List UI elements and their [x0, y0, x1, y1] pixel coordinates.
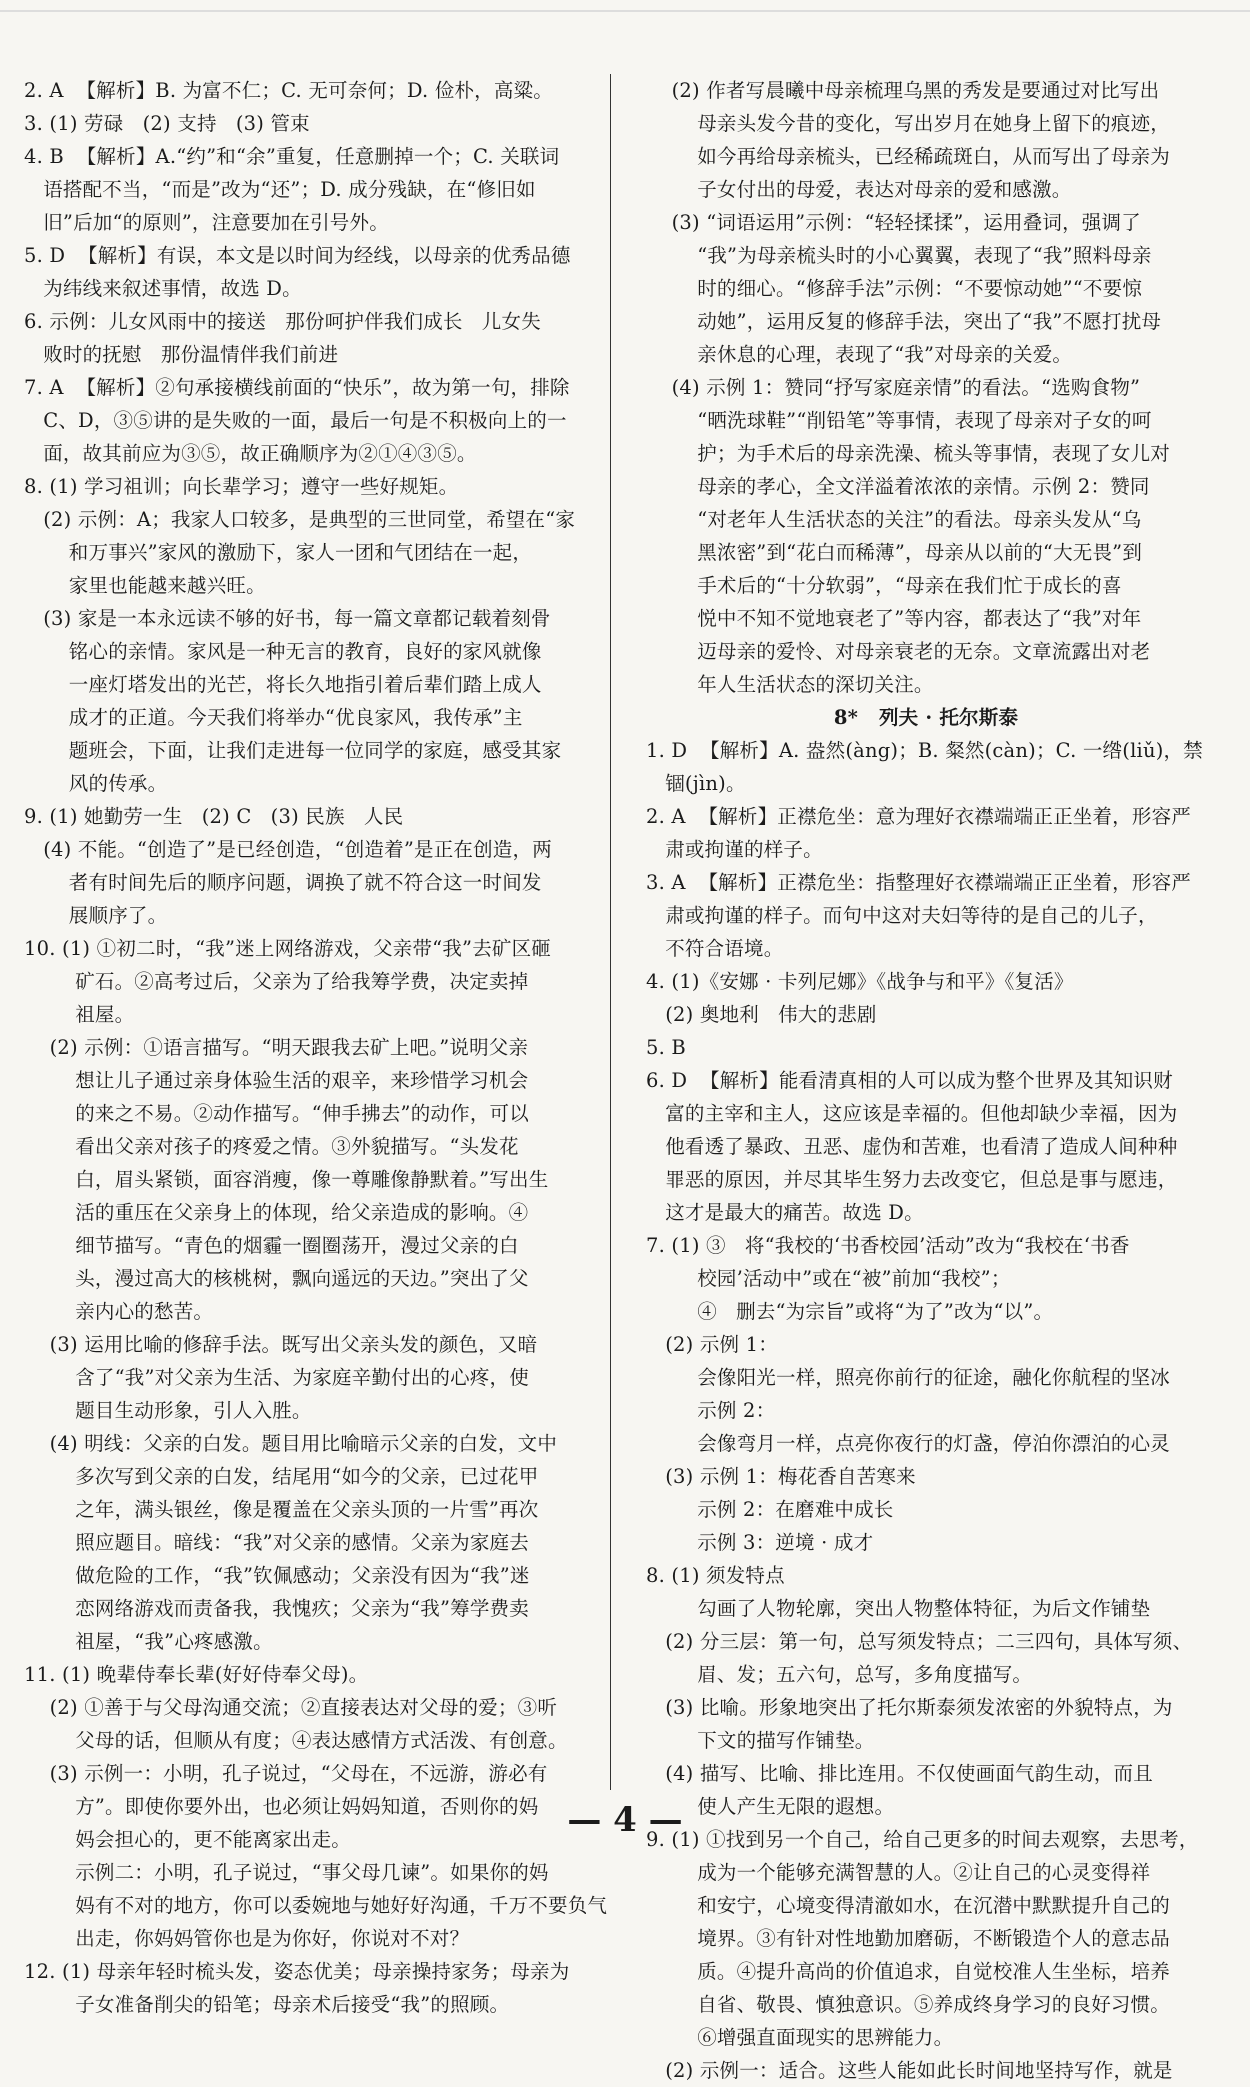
text-line: (3) 比喻。形象地突出了托尔斯泰须发浓密的外貌特点，为 — [646, 1696, 1173, 1719]
text-line: 方”。即使你要外出，也必须让妈妈知道，否则你的妈 — [24, 1795, 539, 1818]
text-line: 动她”，运用反复的修辞手法，突出了“我”不愿打扰母 — [646, 310, 1162, 333]
text-line: 护；为手术后的母亲洗澡、梳头等事情，表现了女儿对 — [646, 442, 1170, 465]
text-line: 示例二：小明，孔子说过，“事父母几谏”。如果你的妈 — [24, 1861, 549, 1884]
text-line: “对老年人生活状态的关注”的看法。母亲头发从“乌 — [646, 508, 1142, 531]
text-line: 风的传承。 — [24, 772, 168, 795]
text-line: 活的重压在父亲身上的体现，给父亲造成的影响。④ — [24, 1201, 529, 1224]
text-line: (3) 示例一：小明，孔子说过，“父母在，不远游，游必有 — [24, 1762, 548, 1785]
text-line: 年人生活状态的深切关注。 — [646, 673, 934, 696]
text-line: ④ 删去“为宗旨”或将“为了”改为“以”。 — [646, 1300, 1054, 1323]
text-line: 这才是最大的痛苦。故选 D。 — [646, 1201, 924, 1224]
text-line: 祖屋。 — [24, 1003, 135, 1026]
text-line: (2) 示例：①语言描写。“明天跟我去矿上吧。”说明父亲 — [24, 1036, 529, 1059]
text-line: 成为一个能够充满智慧的人。②让自己的心灵变得祥 — [646, 1861, 1151, 1884]
text-line: 妈会担心的，更不能离家出走。 — [24, 1828, 351, 1851]
text-line: 8* 列夫 · 托尔斯泰 — [833, 706, 1019, 729]
text-line: 肃或拘谨的样子。而句中这对夫妇等待的是自己的儿子， — [646, 904, 1158, 927]
text-line: 富的主宰和主人，这应该是幸福的。但他却缺少幸福，因为 — [646, 1102, 1178, 1125]
text-line: 6. D 【解析】能看清真相的人可以成为整个世界及其知识财 — [646, 1069, 1173, 1092]
text-line: 勾画了人物轮廓，突出人物整体特征，为后文作铺垫 — [646, 1597, 1151, 1620]
text-line: 做危险的工作，“我”钦佩感动；父亲没有因为“我”迷 — [24, 1564, 530, 1587]
text-line: 8. (1) 学习祖训；向长辈学习；遵守一些好规矩。 — [24, 475, 459, 498]
text-line: 悦中不知不觉地衰老了”等内容，都表达了“我”对年 — [646, 607, 1142, 630]
text-line: 照应题目。暗线：“我”对父亲的感情。父亲为家庭去 — [24, 1531, 529, 1554]
text-line: 和万事兴”家风的激励下，家人一团和气团结在一起， — [24, 541, 533, 564]
text-line: 旧”后加“的原则”，注意要加在引号外。 — [24, 211, 389, 234]
text-line: 质。④提升高尚的价值追求，自觉校准人生坐标，培养 — [646, 1960, 1170, 1983]
text-line: (2) 奥地利 伟大的悲剧 — [646, 1003, 877, 1026]
text-line: (2) 示例一：适合。这些人能如此长时间地坚持写作，就是 — [646, 2059, 1173, 2082]
text-line: 子女付出的母爱，表达对母亲的爱和感激。 — [646, 178, 1072, 201]
text-line: (2) ①善于与父母沟通交流；②直接表达对父母的爱；③听 — [24, 1696, 558, 1719]
text-line: 使人产生无限的遐想。 — [646, 1795, 895, 1818]
text-line: 9. (1) ①找到另一个自己，给自己更多的时间去观察，去思考， — [646, 1828, 1199, 1851]
text-line: 罪恶的原因，并尽其毕生努力去改变它，但总是事与愿违， — [646, 1168, 1178, 1191]
text-line: 题目生动形象，引人入胜。 — [24, 1399, 312, 1422]
text-line: 祖屋，“我”心疼感激。 — [24, 1630, 273, 1653]
text-line: (3) 家是一本永远读不够的好书，每一篇文章都记载着刻骨 — [24, 607, 551, 630]
text-line: ⑥增强直面现实的思辨能力。 — [646, 2026, 954, 2049]
text-line: “我”为母亲梳头时的小心翼翼，表现了“我”照料母亲 — [646, 244, 1152, 267]
text-line: 示例 2： — [646, 1399, 776, 1422]
text-line: 出走，你妈妈管你也是为你好，你说对不对？ — [24, 1927, 470, 1950]
text-line: (4) 明线：父亲的白发。题目用比喻暗示父亲的白发，文中 — [24, 1432, 558, 1455]
text-line: 父母的话，但顺从有度；④表达感情方式活泼、有创意。 — [24, 1729, 568, 1752]
text-line: (3) “词语运用”示例：“轻轻揉揉”，运用叠词，强调了 — [646, 211, 1141, 234]
text-line: 2. A 【解析】正襟危坐：意为理好衣襟端端正正坐着，形容严 — [646, 805, 1191, 828]
text-line: 黑浓密”到“花白而稀薄”，母亲从以前的“大无畏”到 — [646, 541, 1143, 564]
text-line: 下文的描写作铺垫。 — [646, 1729, 875, 1752]
page-number: — 4 — — [567, 1800, 683, 1840]
text-line: 2. A 【解析】B. 为富不仁；C. 无可奈何；D. 俭朴，高粱。 — [24, 79, 553, 102]
text-line: 示例 3：逆境 · 成才 — [646, 1531, 874, 1554]
text-line: (3) 运用比喻的修辞手法。既写出父亲头发的颜色，又暗 — [24, 1333, 538, 1356]
text-line: 校园’活动中”或在“被”前加“我校”； — [646, 1267, 1011, 1290]
text-line: (4) 不能。“创造了”是已经创造，“创造着”是正在创造，两 — [24, 838, 552, 861]
text-line: (2) 分三层：第一句，总写须发特点；二三四句，具体写须、 — [646, 1630, 1193, 1653]
text-line: 9. (1) 她勤劳一生 (2) C (3) 民族 人民 — [24, 805, 404, 828]
text-line: 4. B 【解析】A.“约”和“余”重复，任意删掉一个；C. 关联词 — [24, 145, 560, 168]
text-line: 时的细心。“修辞手法”示例：“不要惊动她”“不要惊 — [646, 277, 1143, 300]
text-line: 3. (1) 劳碌 (2) 支持 (3) 管束 — [24, 112, 310, 135]
text-line: 6. 示例：儿女风雨中的接送 那份呵护伴我们成长 儿女失 — [24, 310, 541, 333]
text-line: 眉、发；五六句，总写，多角度描写。 — [646, 1663, 1033, 1686]
text-line: 境界。③有针对性地勤加磨砺，不断锻造个人的意志品 — [646, 1927, 1170, 1950]
text-line: 面，故其前应为③⑤，故正确顺序为②①④③⑤。 — [24, 442, 477, 465]
text-line: 含了“我”对父亲为生活、为家庭辛勤付出的心疼，使 — [24, 1366, 529, 1389]
text-line: 1. D 【解析】A. 盎然(àng)；B. 粲然(càn)；C. 一绺(liǔ)，禁 — [646, 739, 1203, 762]
text-line: C、D，③⑤讲的是失败的一面，最后一句是不积极向上的一 — [24, 409, 567, 432]
text-line: 子女准备削尖的铅笔；母亲术后接受“我”的照顾。 — [24, 1993, 510, 2016]
text-line: 10. (1) ①初二时，“我”迷上网络游戏，父亲带“我”去矿区砸 — [24, 937, 552, 960]
text-line: 迈母亲的爱怜、对母亲衰老的无奈。文章流露出对老 — [646, 640, 1151, 663]
text-line: 示例 2：在磨难中成长 — [646, 1498, 894, 1521]
text-line: 如今再给母亲梳头，已经稀疏斑白，从而写出了母亲为 — [646, 145, 1170, 168]
top-border — [0, 10, 1250, 12]
text-line: 展顺序了。 — [24, 904, 168, 927]
text-line: 者有时间先后的顺序问题，调换了就不符合这一时间发 — [24, 871, 542, 894]
text-line: 会像弯月一样，点亮你夜行的灯盏，停泊你漂泊的心灵 — [646, 1432, 1170, 1455]
text-line: 7. (1) ③ 将“我校的‘书香校园’活动”改为“我校在‘书香 — [646, 1234, 1130, 1257]
text-line: 败时的抚慰 那份温情伴我们前进 — [24, 343, 339, 366]
text-line: 铭心的亲情。家风是一种无言的教育，良好的家风就像 — [24, 640, 542, 663]
text-line: 看出父亲对孩子的疼爱之情。③外貌描写。“头发花 — [24, 1135, 519, 1158]
text-line: 和安宁，心境变得清澈如水，在沉潜中默默提升自己的 — [646, 1894, 1170, 1917]
text-line: 12. (1) 母亲年轻时梳头发，姿态优美；母亲操持家务；母亲为 — [24, 1960, 570, 1983]
text-line: 4. (1)《安娜 · 卡列尼娜》《战争与和平》《复活》 — [646, 970, 1074, 993]
text-line: 多次写到父亲的白发，结尾用“如今的父亲，已过花甲 — [24, 1465, 539, 1488]
text-line: 肃或拘谨的样子。 — [646, 838, 823, 861]
text-line: 的来之不易。②动作描写。“伸手拂去”的动作，可以 — [24, 1102, 529, 1125]
text-line: 恋网络游戏而责备我，我愧疚；父亲为“我”筹学费卖 — [24, 1597, 529, 1620]
text-line: 成才的正道。今天我们将举办“优良家风，我传承”主 — [24, 706, 523, 729]
text-line: 细节描写。“青色的烟霾一圈圈荡开，漫过父亲的白 — [24, 1234, 519, 1257]
left-column — [24, 74, 608, 2021]
text-line: 为纬线来叙述事情，故选 D。 — [24, 277, 302, 300]
text-line: (3) 示例 1：梅花香自苦寒来 — [646, 1465, 916, 1488]
text-line: 家里也能越来越兴旺。 — [24, 574, 266, 597]
text-line: (2) 作者写晨曦中母亲梳理乌黑的秀发是要通过对比写出 — [646, 79, 1160, 102]
column-divider — [610, 74, 611, 1790]
text-line: (4) 描写、比喻、排比连用。不仅使画面气韵生动，而且 — [646, 1762, 1153, 1785]
text-line: 不符合语境。 — [646, 937, 784, 960]
text-line: 题班会，下面，让我们走进每一位同学的家庭，感受其家 — [24, 739, 562, 762]
text-line: 妈有不对的地方，你可以委婉地与她好好沟通，千万不要负气 — [24, 1894, 608, 1917]
text-line: 手术后的“十分软弱”，“母亲在我们忙于成长的喜 — [646, 574, 1122, 597]
text-line: 5. B — [646, 1036, 686, 1059]
text-line: 语搭配不当，“而是”改为“还”；D. 成分残缺，在“修旧如 — [24, 178, 536, 201]
text-line: 11. (1) 晚辈侍奉长辈(好好侍奉父母)。 — [24, 1663, 369, 1686]
text-line: 母亲的孝心，全文洋溢着浓浓的亲情。示例 2：赞同 — [646, 475, 1150, 498]
text-line: (2) 示例 1： — [646, 1333, 778, 1356]
text-line: 7. A 【解析】②句承接横线前面的“快乐”，故为第一句，排除 — [24, 376, 570, 399]
text-line: (4) 示例 1：赞同“抒写家庭亲情”的看法。“选购食物” — [646, 376, 1141, 399]
text-line: 亲内心的愁苦。 — [24, 1300, 214, 1323]
right-column — [646, 74, 1206, 2087]
text-line: 母亲头发今昔的变化，写出岁月在她身上留下的痕迹， — [646, 112, 1170, 135]
text-line: 会像阳光一样，照亮你前行的征途，融化你航程的坚冰 — [646, 1366, 1170, 1389]
text-line: 自省、敬畏、慎独意识。⑤养成终身学习的良好习惯。 — [646, 1993, 1170, 2016]
text-line: 之年，满头银丝，像是覆盖在父亲头顶的一片雪”再次 — [24, 1498, 539, 1521]
text-line: 锢(jìn)。 — [646, 772, 746, 795]
text-line: 3. A 【解析】正襟危坐：指整理好衣襟端端正正坐着，形容严 — [646, 871, 1191, 894]
text-line: 头，漫过高大的核桃树，飘向遥远的天边。”突出了父 — [24, 1267, 529, 1290]
text-line: 白，眉头紧锁，面容消瘦，像一尊雕像静默着。”写出生 — [24, 1168, 549, 1191]
text-line: 8. (1) 须发特点 — [646, 1564, 785, 1587]
text-line: “晒洗球鞋”“削铅笔”等事情，表现了母亲对子女的呵 — [646, 409, 1152, 432]
text-line: (2) 示例：A；我家人口较多，是典型的三世同堂，希望在“家 — [24, 508, 576, 531]
text-line: 他看透了暴政、丑恶、虚伪和苦难，也看清了造成人间种种 — [646, 1135, 1178, 1158]
text-line: 5. D 【解析】有误，本文是以时间为经线，以母亲的优秀品德 — [24, 244, 571, 267]
text-line: 想让儿子通过亲身体验生活的艰辛，来珍惜学习机会 — [24, 1069, 529, 1092]
text-line: 亲休息的心理，表现了“我”对母亲的关爱。 — [646, 343, 1073, 366]
text-line: 矿石。②高考过后，父亲为了给我筹学费，决定卖掉 — [24, 970, 529, 993]
text-line: 一座灯塔发出的光芒，将长久地指引着后辈们踏上成人 — [24, 673, 542, 696]
